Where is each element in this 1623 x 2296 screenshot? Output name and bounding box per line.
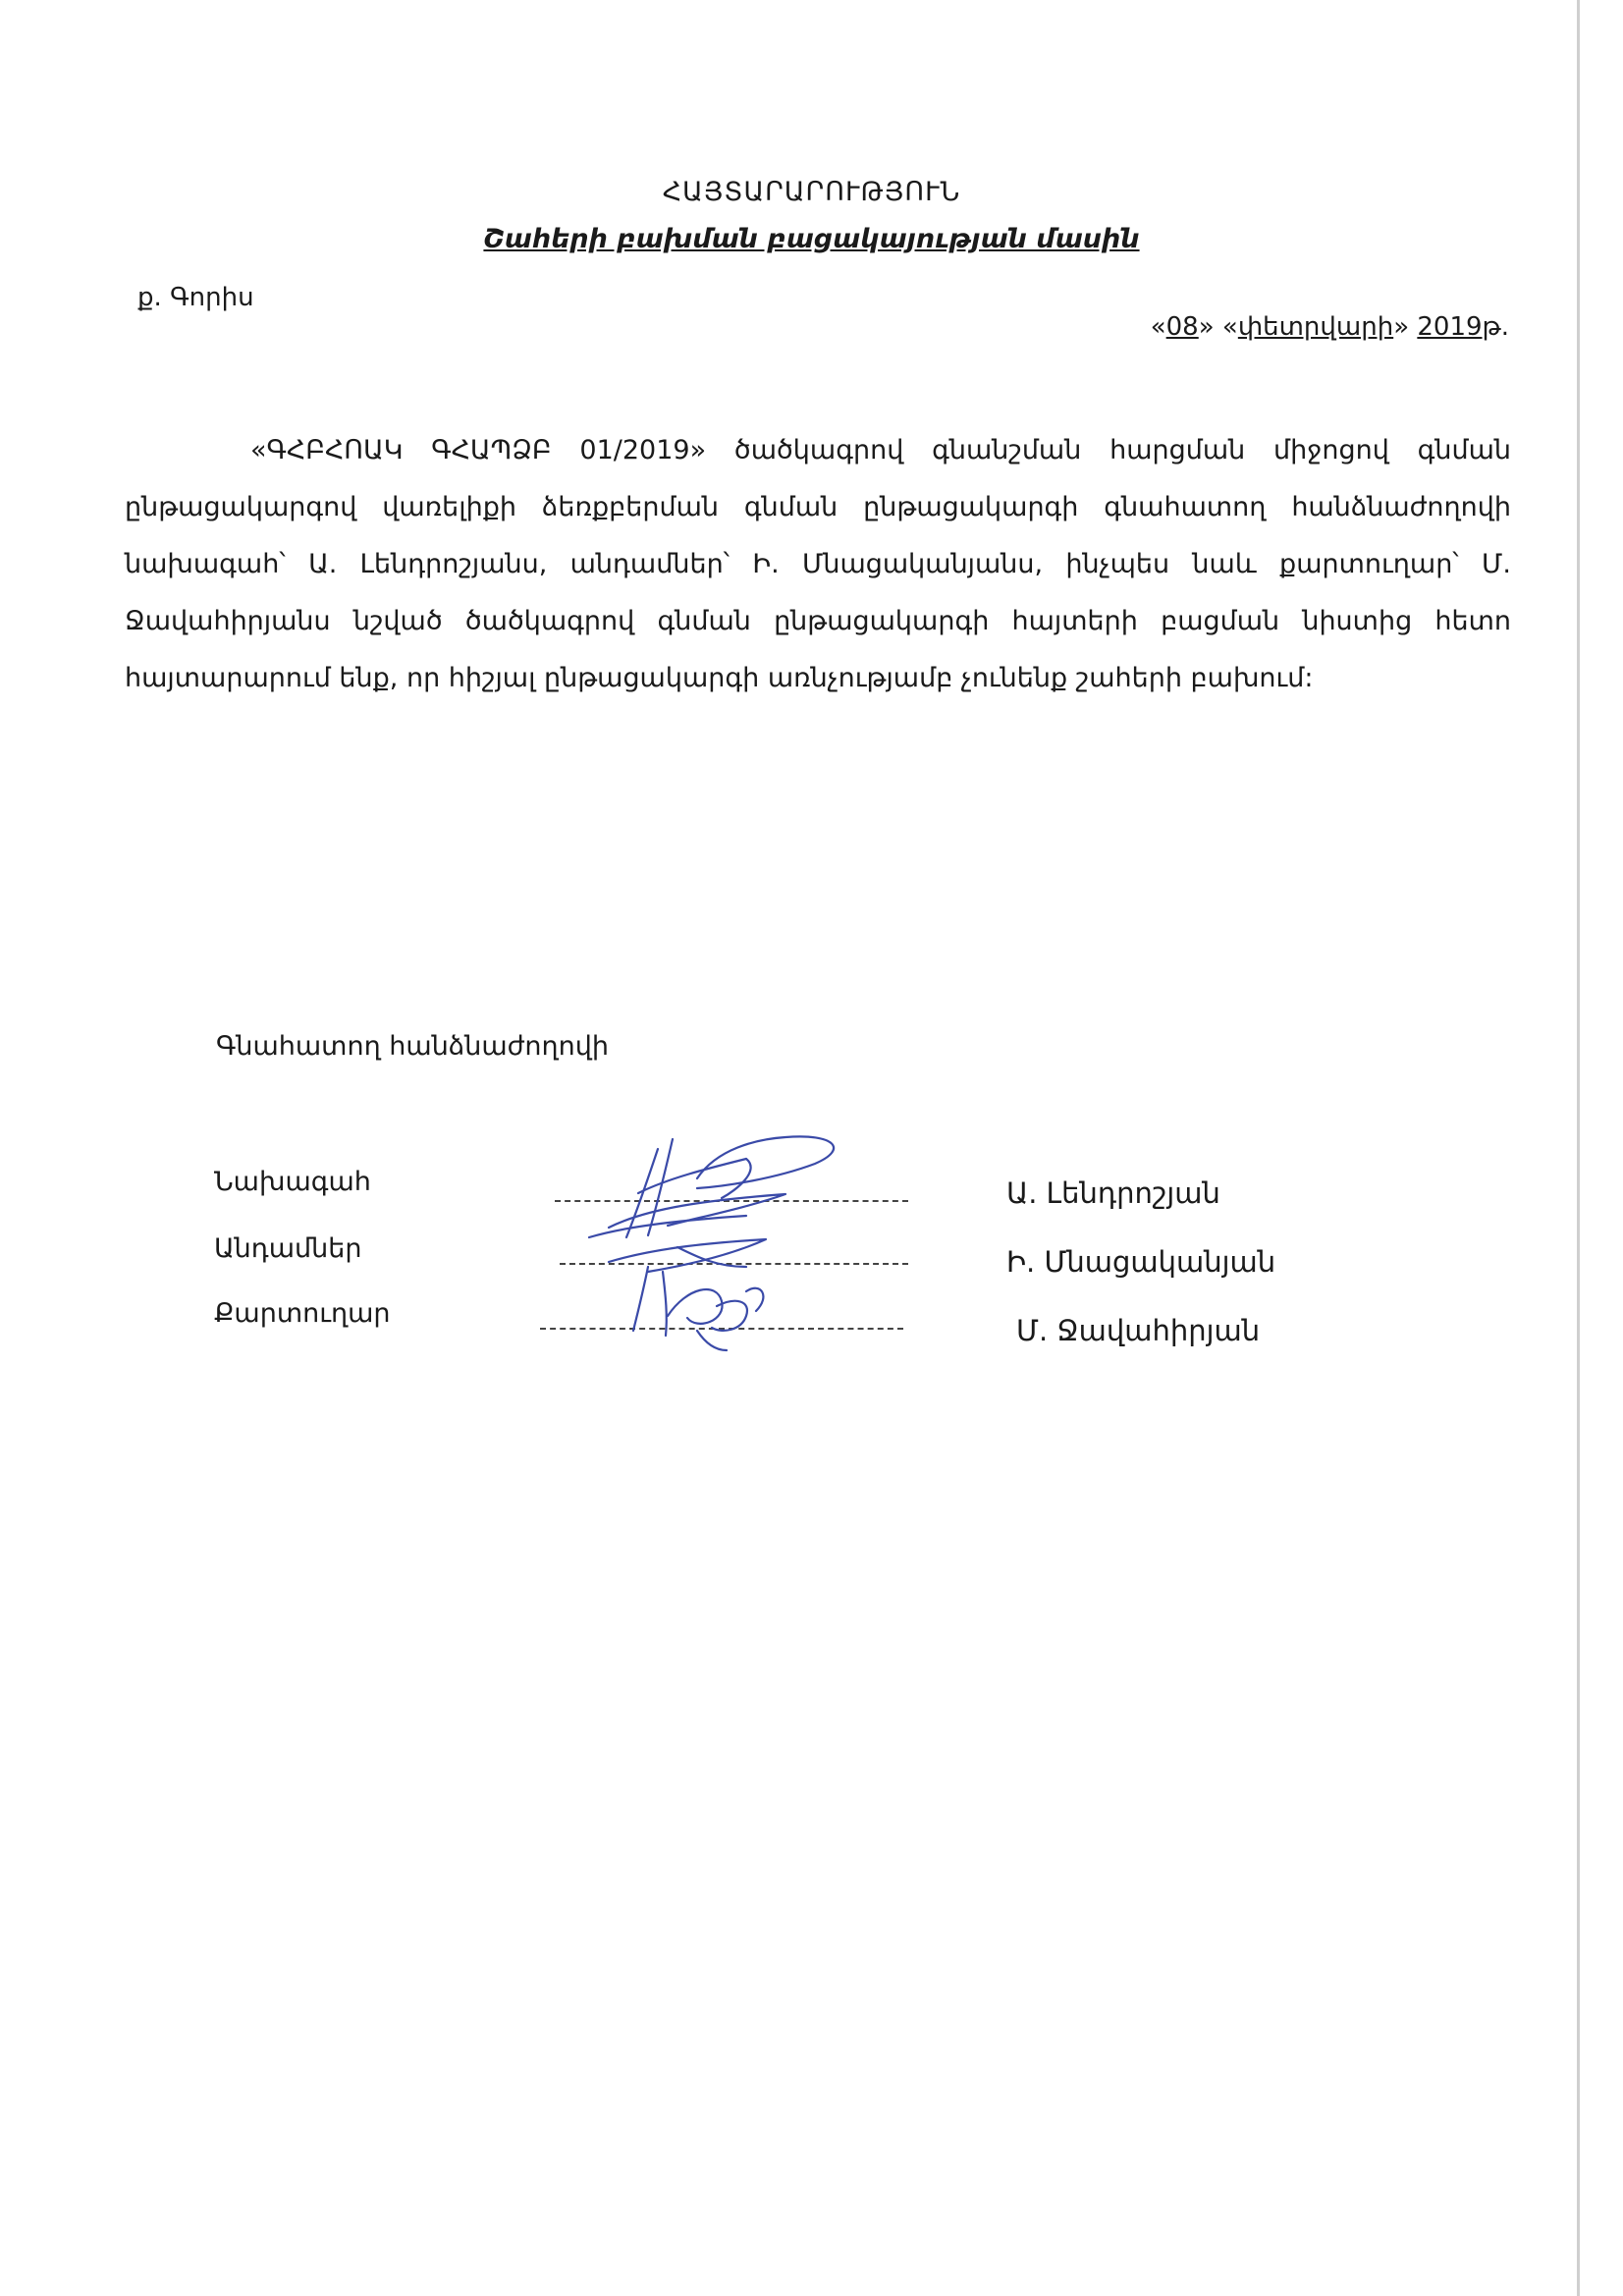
role-members: Անդամներ — [214, 1233, 362, 1264]
date-month: փետրվարի — [1237, 312, 1394, 342]
handwritten-signatures — [550, 1110, 874, 1355]
role-chairman: Նախագահ — [214, 1167, 371, 1197]
commission-label: Գնահատող հանձնաժողովի — [216, 1031, 609, 1062]
name-members: Ի. Մնացականյան — [1006, 1245, 1276, 1279]
document-date: «08» «փետրվարի» 2019թ. — [1150, 312, 1509, 342]
document-title: ՀԱՅՏԱՐԱՐՈՒԹՅՈՒՆ — [662, 177, 961, 207]
name-chairman: Ա. Լենդրոշյան — [1006, 1176, 1220, 1210]
role-secretary: Քարտուղար — [214, 1298, 391, 1329]
date-year: 2019 — [1417, 312, 1483, 342]
declaration-body: «ԳՀԲՀՈԱԿ ԳՀԱՊՁԲ 01/2019» ծածկագրով գնանշման հարցման միջոցով գնման ընթացակարգով վառելիքի ձեռքբերման գնման ընթացակարգի գնահատող հանձնաժողովի նախագահ՝ Ա. Լենդրոշյանս, անդամներ՝ Ի. Մնացականյանս, ինչպես նաև քարտուղար՝ Մ. Ջավահիրյանս նշված ծածկագրով գնման ընթացակարգի հայտերի բացման նիստից հետո հայտարարում ենք, որ հիշյալ ընթացակարգի առնչությամբ չունենք շահերի բախում: — [125, 435, 1511, 693]
page-edge — [1577, 0, 1580, 2296]
date-suffix: թ. — [1482, 312, 1509, 342]
date-day: 08 — [1165, 312, 1199, 342]
document-subtitle: Շահերի բախման բացակայության մասին — [483, 224, 1140, 254]
place-label: ք. Գորիս — [137, 283, 254, 312]
name-secretary: Մ. Ջավահիրյան — [1016, 1314, 1261, 1347]
